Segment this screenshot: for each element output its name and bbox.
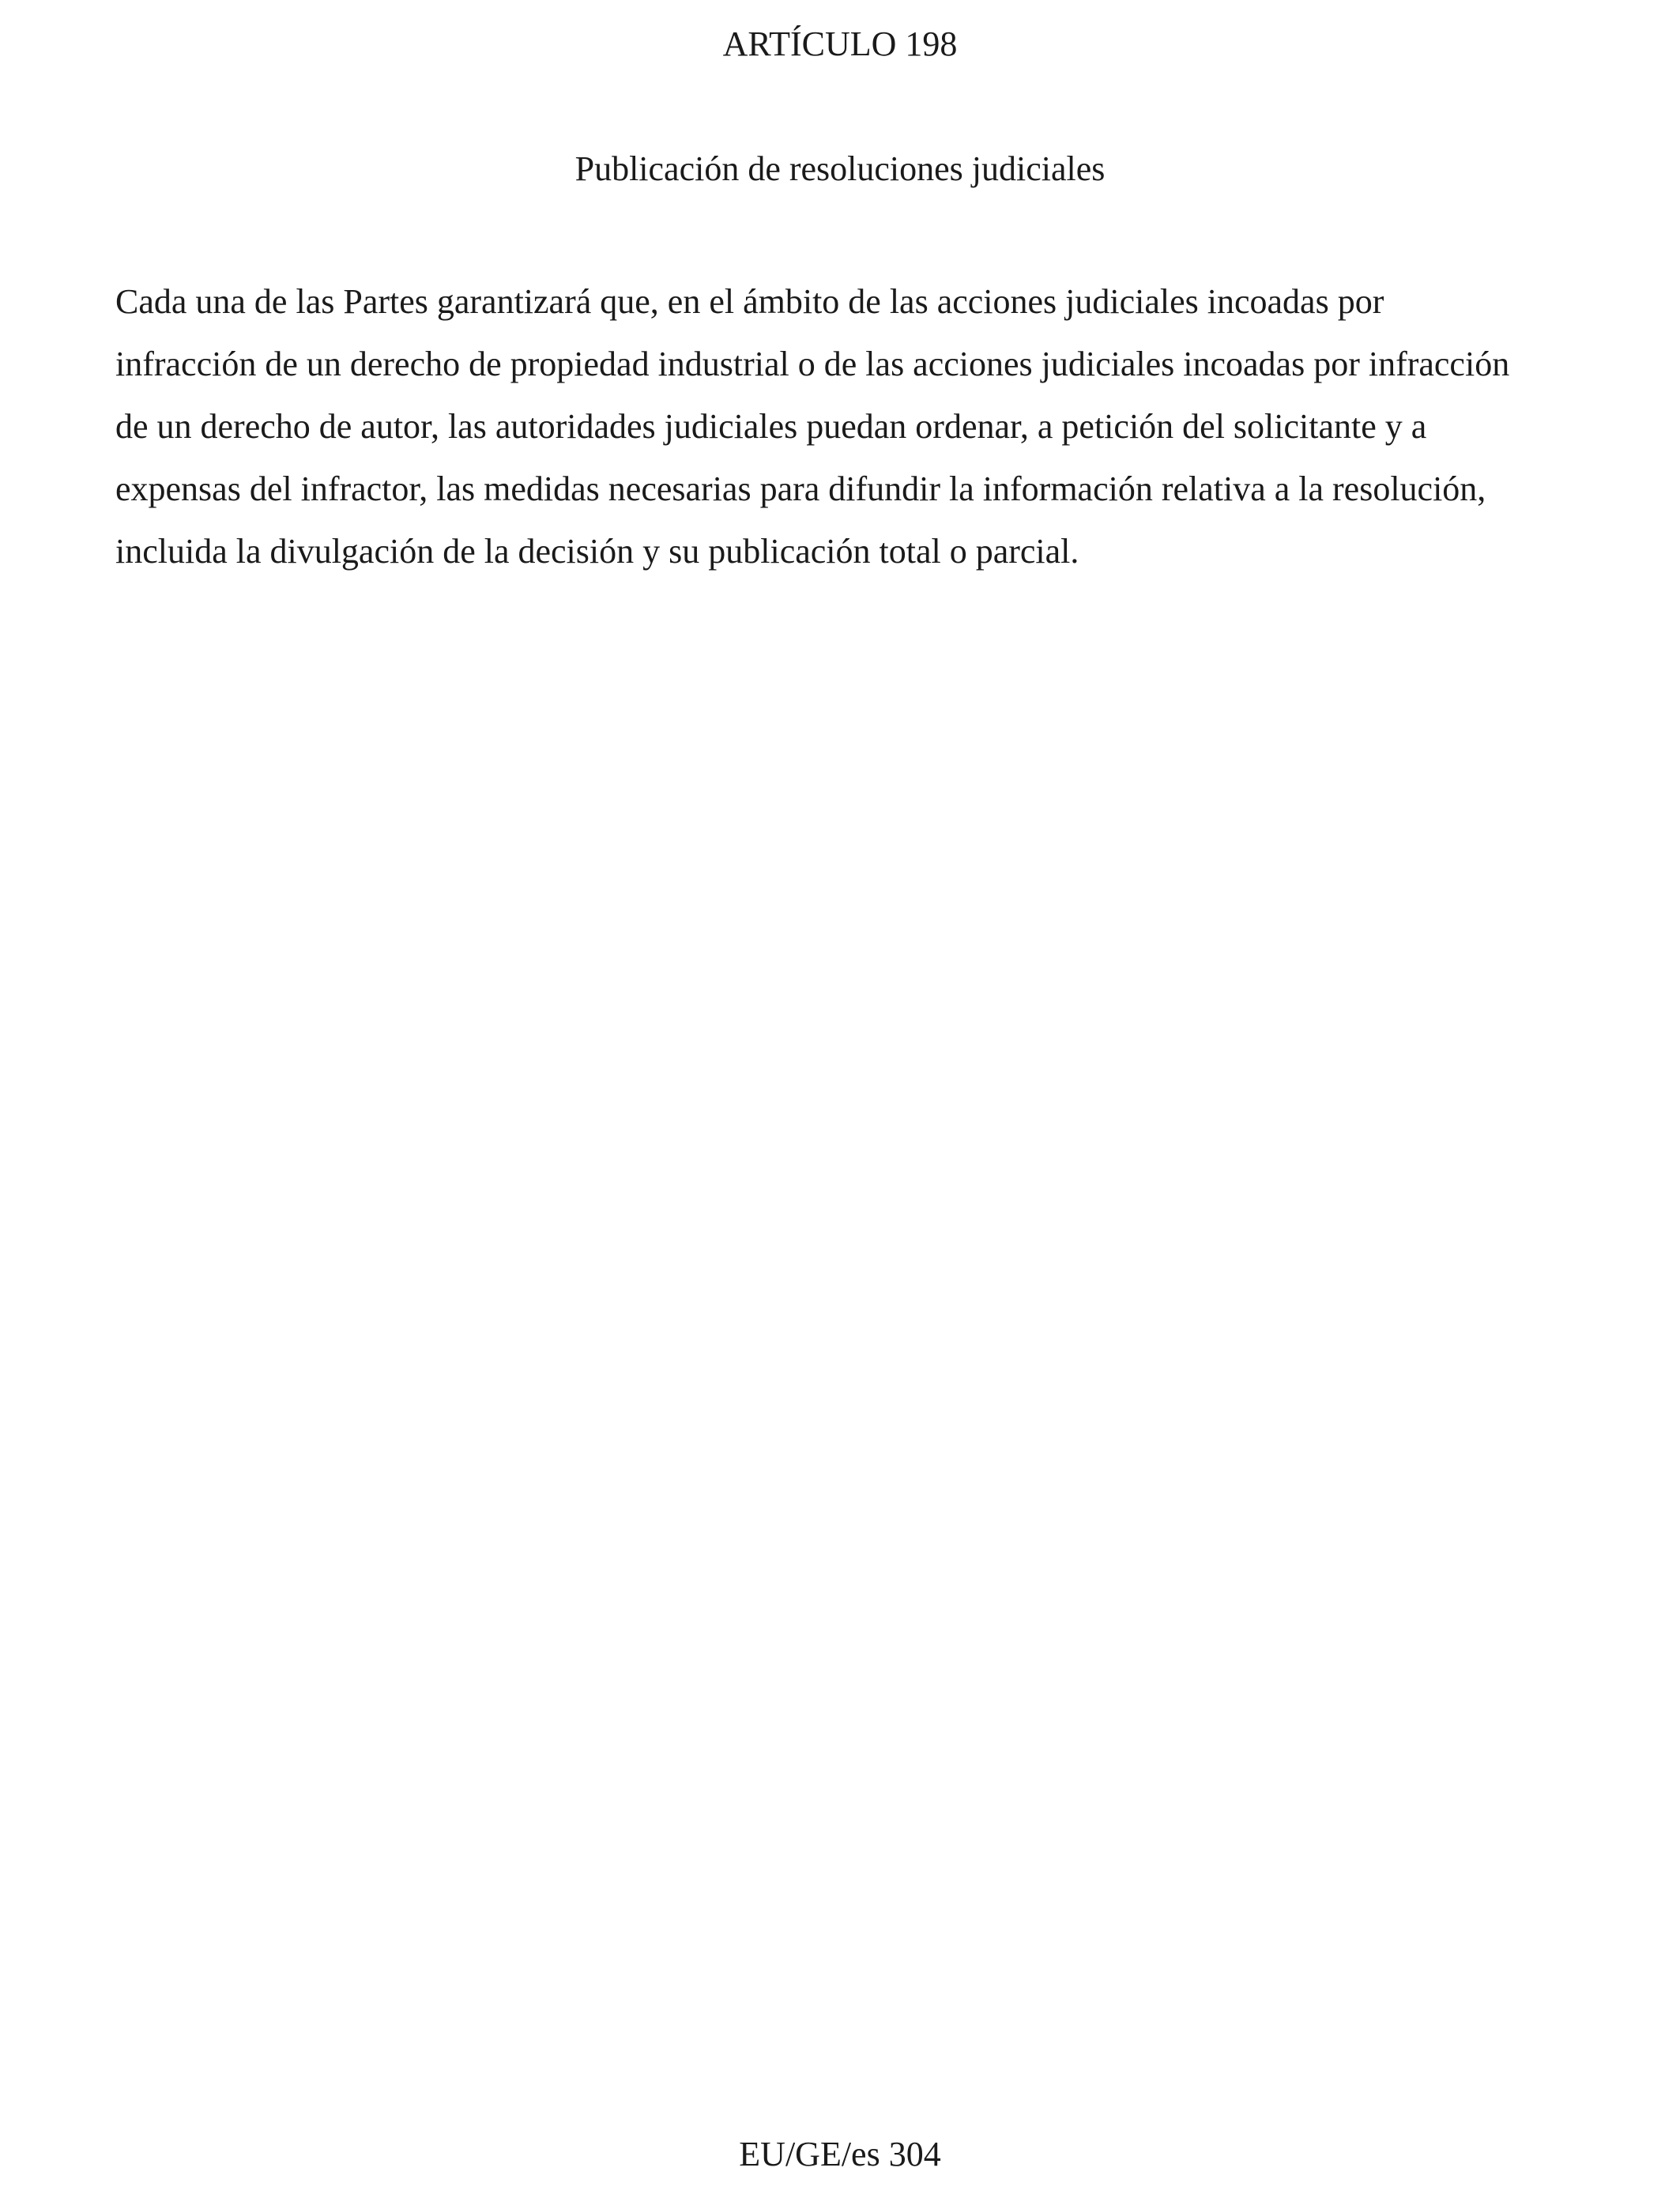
article-body-paragraph <box>115 270 1581 582</box>
body-line: expensas del infractor, las medidas necesarias para difundir la información relativa a la resolución, <box>115 469 1486 508</box>
page-footer-reference: EU/GE/es 304 <box>739 2135 941 2173</box>
body-line: Cada una de las Partes garantizará que, en el ámbito de las acciones judiciales incoadas por <box>115 282 1384 321</box>
article-number-heading: ARTÍCULO 198 <box>722 25 958 63</box>
body-line: de un derecho de autor, las autoridades judiciales puedan ordenar, a petición del solicitante y a <box>115 407 1427 446</box>
body-line: infracción de un derecho de propiedad industrial o de las acciones judiciales incoadas por infracción <box>115 345 1510 383</box>
body-line: incluida la divulgación de la decisión y su publicación total o parcial. <box>115 532 1079 571</box>
article-title: Publicación de resoluciones judiciales <box>574 149 1106 188</box>
